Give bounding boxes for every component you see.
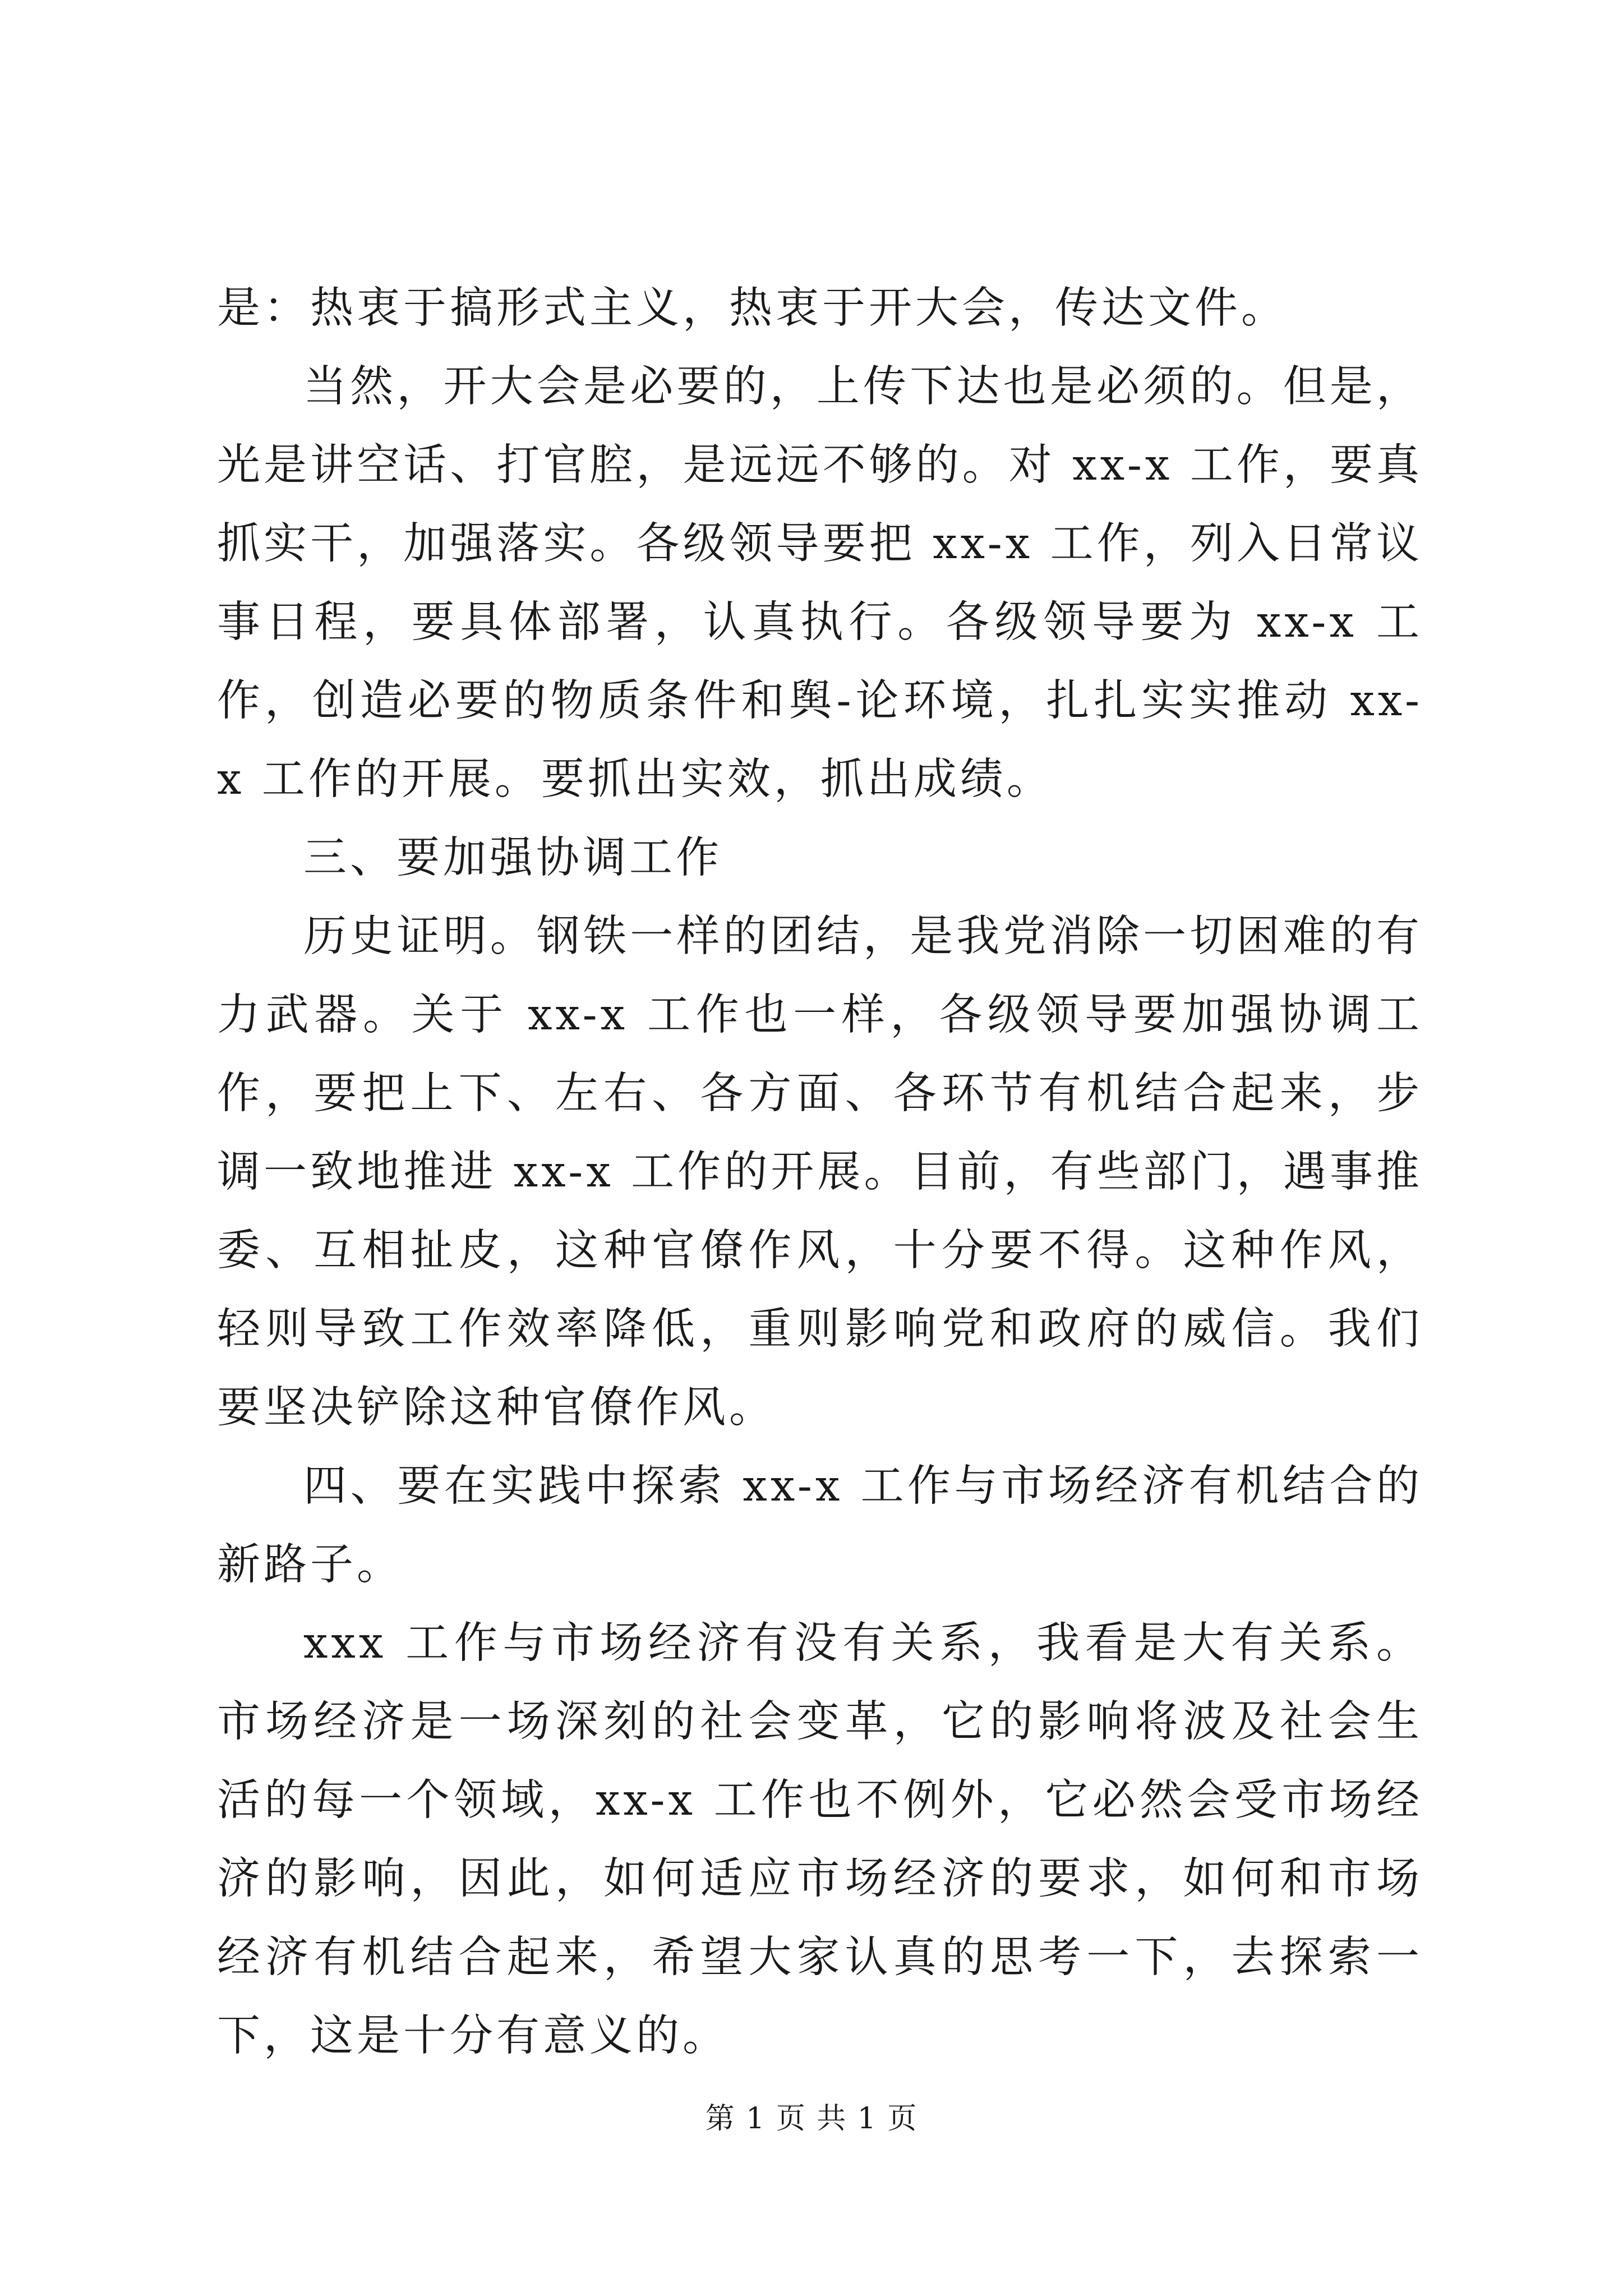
section-heading: 四、要在实践中探索 xx-x 工作与市场经济有机结合的新路子。 — [217, 1461, 1423, 1590]
paragraph: 历史证明。钢铁一样的团结，是我党消除一切困难的有力武器。关于 xx-x 工作也一样，各级领导要加强协调工作，要把上下、左右、各方面、各环节有机结合起来，步调一致地推进 xx-x 工作的开展。目前，有些部门，遇事推委、互相扯皮，这种官僚作风，十分要不得。这种作风，轻则导致工作效率降低，重则影响党和政府的威信。我们要坚决铲除这种官僚作风。 — [217, 912, 1423, 1433]
paragraph: 当然，开大会是必要的，上传下达也是必须的。但是，光是讲空话、打官腔，是远远不够的。对 xx-x 工作，要真抓实干，加强落实。各级领导要把 xx-x 工作，列入日常议事日程，要具体部署，认真执行。各级领导要为 xx-x 工作，创造必要的物质条件和舆-论环境，扎扎实实推动 xx-x 工作的开展。要抓出实效，抓出成绩。 — [217, 362, 1423, 804]
page-footer: 第 1 页 共 1 页 — [705, 2102, 918, 2136]
paragraph-continuation: 是：热衷于搞形式主义，热衷于开大会，传达文件。 — [217, 283, 1288, 333]
paragraph: xxx 工作与市场经济有没有关系，我看是大有关系。市场经济是一场深刻的社会变革，它的影响将波及社会生活的每一个领域，xx-x 工作也不例外，它必然会受市场经济的影响，因此，如何适应市场经济的要求，如何和市场经济有机结合起来，希望大家认真的思考一下，去探索一下，这是十分有意义的。 — [217, 1618, 1423, 2061]
section-heading: 三、要加强协调工作 — [303, 833, 722, 883]
document-body — [217, 269, 1423, 2076]
